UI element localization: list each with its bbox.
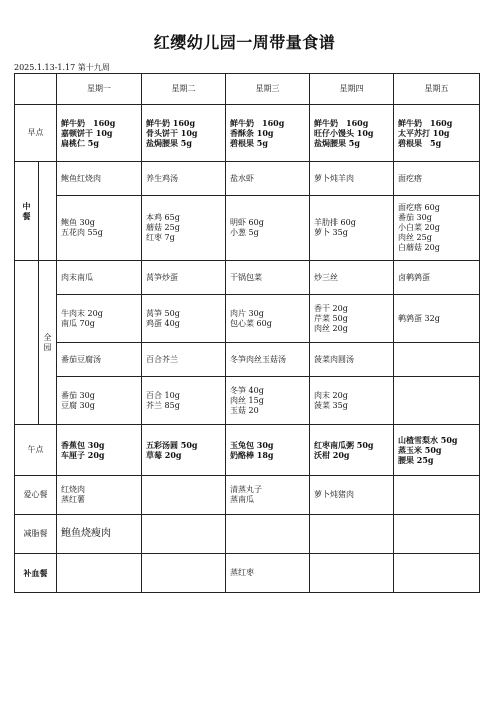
cell-line: 肉丝 25g <box>398 233 432 242</box>
dish-ingredients <box>57 377 142 425</box>
diet-meal-cell <box>310 515 394 554</box>
cell-line: 鲍鱼烧瘦肉 <box>61 528 111 539</box>
lunch-label <box>15 162 39 261</box>
breakfast-row <box>15 105 480 162</box>
blood-meal-label: 补血餐 <box>15 554 57 593</box>
cell-line: 红烧肉 <box>61 485 85 494</box>
cell-line: 嘉顿饼干 10g <box>61 128 113 138</box>
cell-line: 芥兰 85g <box>146 400 180 410</box>
snack-cell <box>310 425 394 476</box>
dish-name: 鲍鱼红烧肉 <box>57 162 142 196</box>
cell-line: 明虾 60g <box>230 218 264 227</box>
diet-meal-cell <box>394 515 480 554</box>
cell-line: 莴笋 50g <box>146 308 180 318</box>
cell-line: 菠菜 35g <box>314 400 348 410</box>
lunch-dish-row <box>15 261 480 295</box>
snack-cell <box>57 425 142 476</box>
diet-meal-label: 减脂餐 <box>15 515 57 554</box>
snack-cell <box>226 425 310 476</box>
cell-line: 碧根果 5g <box>398 138 442 148</box>
cell-line: 牛肉末 20g <box>61 308 103 318</box>
dish-ingredients <box>226 377 310 425</box>
day-header: 星期四 <box>310 74 394 105</box>
cell-line: 骨头饼干 10g <box>146 128 198 138</box>
cell-line: 鲜牛奶 160g <box>230 118 285 128</box>
cell-line: 五彩汤圆 50g <box>146 440 198 450</box>
blood-meal-cell <box>226 554 310 593</box>
cell-line: 小葱 5g <box>230 228 259 237</box>
dish-name: 面疙瘩 <box>394 162 480 196</box>
lunch-ingredient-row <box>15 196 480 261</box>
cell-line: 鲜牛奶 160g <box>146 118 196 128</box>
breakfast-label: 早点 <box>15 105 57 162</box>
cell-line: 百合 10g <box>146 390 180 400</box>
dish-name <box>394 343 480 377</box>
cell-line: 番茄 30g <box>61 390 95 400</box>
dish-name: 莴笋炒蛋 <box>142 261 226 295</box>
love-meal-label: 爱心餐 <box>15 476 57 515</box>
dish-ingredients <box>142 295 226 343</box>
header-row <box>15 74 480 105</box>
dish-ingredients <box>310 295 394 343</box>
cell-line: 香蕉包 30g <box>61 440 105 450</box>
cell-line: 肉丝 20g <box>314 323 348 333</box>
day-header: 星期五 <box>394 74 480 105</box>
cell-line: 碧根果 5g <box>230 138 268 148</box>
dish-ingredients <box>394 196 480 261</box>
lunch-sub-label: 全园 <box>39 261 57 425</box>
blood-meal-row <box>15 554 480 593</box>
cell-line: 蒸玉米 50g <box>398 445 442 455</box>
cell-line: 太平苏打 10g <box>398 128 450 138</box>
snack-cell <box>394 425 480 476</box>
cell-line: 香干 20g <box>314 303 348 313</box>
dish-ingredients <box>310 377 394 425</box>
love-meal-cell <box>57 476 142 515</box>
breakfast-cell <box>310 105 394 162</box>
diet-meal-cell <box>142 515 226 554</box>
breakfast-cell <box>394 105 480 162</box>
cell-line: 红枣 7g <box>146 233 175 242</box>
lunch-label-top: 中 <box>22 201 31 211</box>
cell-line: 本鸡 65g <box>146 213 180 222</box>
blood-meal-cell <box>142 554 226 593</box>
cell-line: 玉菇 20 <box>230 405 259 415</box>
cell-line: 蒸南瓜 <box>230 495 254 504</box>
cell-line: 鸡蛋 40g <box>146 318 180 328</box>
snack-label: 午点 <box>15 425 57 476</box>
breakfast-cell <box>142 105 226 162</box>
cell-line: 鲍鱼 30g <box>61 218 95 227</box>
blood-meal-cell <box>57 554 142 593</box>
dish-ingredients <box>394 377 480 425</box>
cell-line: 萝卜 35g <box>314 228 348 237</box>
snack-row <box>15 425 480 476</box>
cell-line: 肉丝 15g <box>230 395 264 405</box>
cell-line: 小白菜 20g <box>398 223 440 232</box>
cell-line: 豆腐 30g <box>61 400 95 410</box>
lunch-ingredient-row <box>15 377 480 425</box>
menu-table <box>14 73 480 593</box>
cell-line: 南瓜 70g <box>61 318 95 328</box>
lunch-left-spacer <box>15 261 39 425</box>
dish-ingredients <box>226 196 310 261</box>
dish-ingredients <box>142 377 226 425</box>
cell-line: 面疙瘩 60g <box>398 203 440 212</box>
love-meal-cell <box>394 476 480 515</box>
lunch-dish-row <box>15 162 480 196</box>
cell-line: 肉末 20g <box>314 390 348 400</box>
cell-line: 鲜牛奶 160g <box>314 118 369 128</box>
cell-line: 红枣南瓜粥 50g <box>314 440 374 450</box>
cell-line: 奶酪棒 18g <box>230 450 274 460</box>
dish-name: 百合芥兰 <box>142 343 226 377</box>
cell-line: 蒸红枣 <box>230 568 254 577</box>
cell-line: 包心菜 60g <box>230 318 272 328</box>
cell-line: 清蒸丸子 <box>230 485 262 494</box>
cell-line: 蘑菇 25g <box>146 223 180 232</box>
day-header: 星期一 <box>57 74 142 105</box>
lunch-label-bottom: 餐 <box>22 211 31 221</box>
dish-ingredients <box>57 196 142 261</box>
dish-name: 萝卜炖羊肉 <box>310 162 394 196</box>
snack-cell <box>142 425 226 476</box>
dish-name: 菠菜肉圆汤 <box>310 343 394 377</box>
cell-line: 玉兔包 30g <box>230 440 274 450</box>
diet-meal-cell <box>226 515 310 554</box>
corner-cell <box>15 74 57 105</box>
lunch-ingredient-row <box>15 295 480 343</box>
cell-line: 草莓 20g <box>146 450 182 460</box>
cell-line: 盐焗腰果 5g <box>314 138 360 148</box>
cell-line: 腰果 25g <box>398 455 434 465</box>
cell-line: 旺仔小馒头 10g <box>314 128 374 138</box>
page-title: 红缨幼儿园一周带量食谱 <box>153 33 336 52</box>
diet-meal-row <box>15 515 480 554</box>
dish-name: 肉末南瓜 <box>57 261 142 295</box>
cell-line: 白蘑菇 20g <box>398 243 440 252</box>
love-meal-cell <box>226 476 310 515</box>
cell-line: 扁桃仁 5g <box>61 138 99 148</box>
dish-name: 养生鸡汤 <box>142 162 226 196</box>
cell-line: 芹菜 50g <box>314 313 348 323</box>
dish-ingredients <box>142 196 226 261</box>
cell-line: 萝卜炖猪肉 <box>314 490 354 499</box>
dish-name: 盐水虾 <box>226 162 310 196</box>
cell-line: 番茄 30g <box>398 213 432 222</box>
cell-line: 山楂雪梨水 50g <box>398 435 458 445</box>
dish-ingredients <box>57 295 142 343</box>
dish-name: 干锅包菜 <box>226 261 310 295</box>
diet-meal-cell <box>57 515 142 554</box>
cell-line: 鹌鹑蛋 32g <box>398 313 440 323</box>
dish-name: 冬笋肉丝玉菇汤 <box>226 343 310 377</box>
dish-ingredients <box>226 295 310 343</box>
cell-line: 冬笋 40g <box>230 385 264 395</box>
dish-ingredients <box>394 295 480 343</box>
lunch-sub-spacer <box>39 162 57 261</box>
day-header: 星期二 <box>142 74 226 105</box>
dish-name: 番茄豆腐汤 <box>57 343 142 377</box>
love-meal-cell <box>310 476 394 515</box>
breakfast-cell <box>57 105 142 162</box>
love-meal-row <box>15 476 480 515</box>
cell-line: 羊肋排 60g <box>314 218 356 227</box>
lunch-dish-row <box>15 343 480 377</box>
cell-line: 蒸红薯 <box>61 495 85 504</box>
cell-line: 车厘子 20g <box>61 450 105 460</box>
love-meal-cell <box>142 476 226 515</box>
day-header: 星期三 <box>226 74 310 105</box>
blood-meal-cell <box>394 554 480 593</box>
cell-line: 沃柑 20g <box>314 450 350 460</box>
breakfast-cell <box>226 105 310 162</box>
dish-name: 炒三丝 <box>310 261 394 295</box>
dish-ingredients <box>310 196 394 261</box>
cell-line: 香酥条 10g <box>230 128 274 138</box>
week-label: 2025.1.13-1.17 第十九周 <box>14 63 110 72</box>
cell-line: 鲜牛奶 160g <box>61 118 116 128</box>
dish-name: 卤鹌鹑蛋 <box>394 261 480 295</box>
cell-line: 肉片 30g <box>230 308 264 318</box>
cell-line: 盐焗腰果 5g <box>146 138 192 148</box>
cell-line: 五花肉 55g <box>61 228 103 237</box>
cell-line: 鲜牛奶 160g <box>398 118 453 128</box>
blood-meal-cell <box>310 554 394 593</box>
